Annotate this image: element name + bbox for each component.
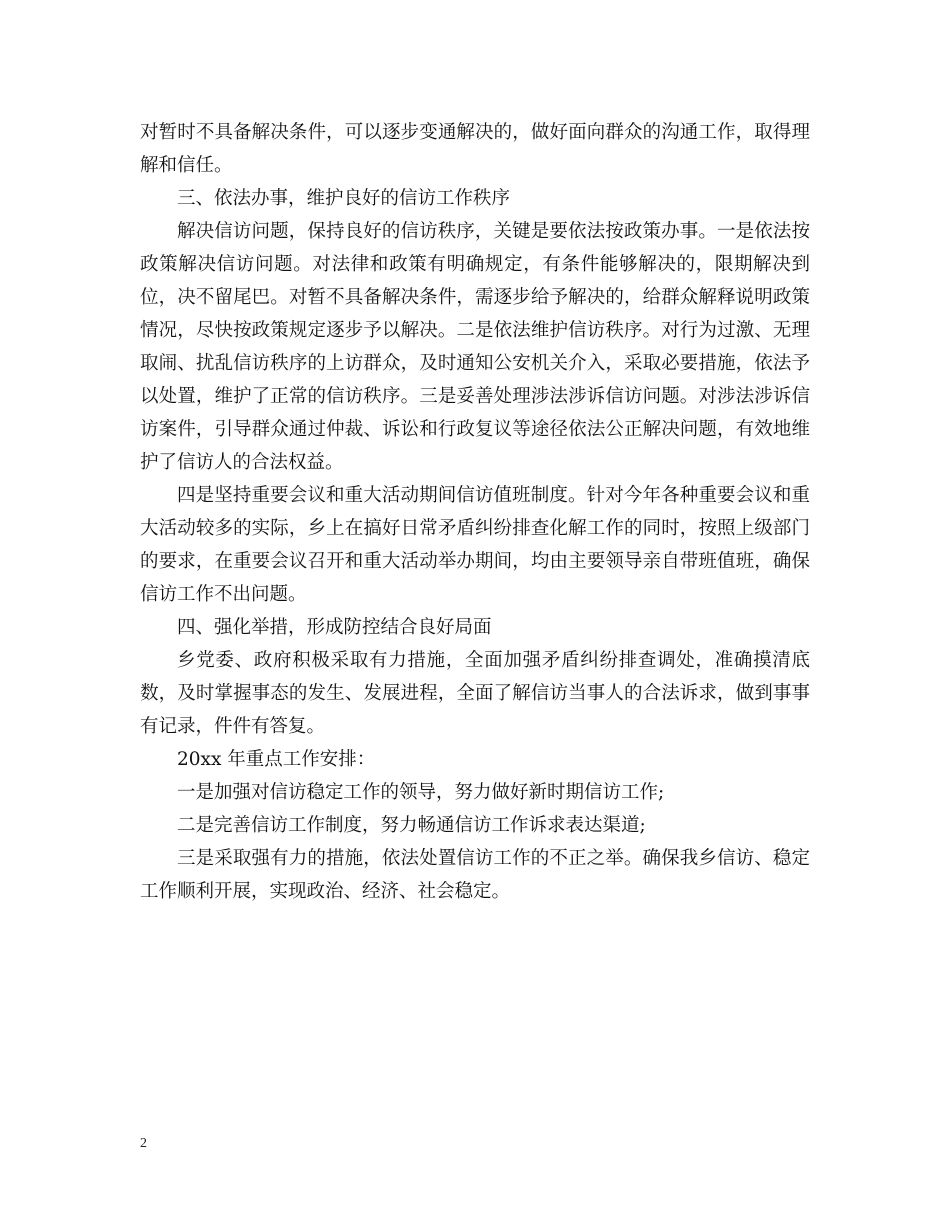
plan-item-3: 三是采取强有力的措施，依法处置信访工作的不正之举。确保我乡信访、稳定工作顺利开展，实现政治、经济、社会稳定。	[140, 848, 810, 902]
paragraph-1: 对暂时不具备解决条件，可以逐步变通解决的，做好面向群众的沟通工作，取得理解和信任。	[140, 122, 810, 176]
section-heading-3: 三、依法办事，维护良好的信访工作秩序	[177, 188, 511, 209]
paragraph-6: 乡党委、政府积极采取有力措施，全面加强矛盾纠纷排查调处，准确摸清底数，及时掌握事态的发生、发展进程，全面了解信访当事人的合法诉求，做到事事有记录，件件有答复。	[140, 650, 810, 737]
plan-heading: 20xx 年重点工作安排：	[177, 749, 376, 770]
paragraph-3: 解决信访问题，保持良好的信访秩序，关键是要依法按政策办事。一是依法按政策解决信访问题。对法律和政策有明确规定，有条件能够解决的，限期解决到位，决不留尾巴。对暂不具备解决条件，需逐步给予解决的，给群众解释说明政策情况，尽快按政策规定逐步予以解决。二是依法维护信访秩序。对行为过激、无理取闹、扰乱信访秩序的上访群众，及时通知公安机关介入，采取必要措施，依法予以处置，维护了正常的信访秩序。三是妥善处理涉法涉诉信访问题。对涉法涉诉信访案件，引导群众通过仲裁、诉讼和行政复议等途径依法公正解决问题，有效地维护了信访人的合法权益。	[140, 221, 810, 473]
plan-item-2: 二是完善信访工作制度，努力畅通信访工作诉求表达渠道;	[177, 815, 646, 836]
paragraph-4: 四是坚持重要会议和重大活动期间信访值班制度。针对今年各种重要会议和重大活动较多的实际，乡上在搞好日常矛盾纠纷排查化解工作的同时，按照上级部门的要求，在重要会议召开和重大活动举办期间，均由主要领导亲自带班值班，确保信访工作不出问题。	[140, 485, 810, 605]
plan-item-1: 一是加强对信访稳定工作的领导，努力做好新时期信访工作;	[177, 782, 665, 803]
section-heading-4: 四、强化举措，形成防控结合良好局面	[177, 617, 492, 638]
page-number: 2	[140, 1136, 147, 1151]
document-body	[140, 116, 810, 908]
